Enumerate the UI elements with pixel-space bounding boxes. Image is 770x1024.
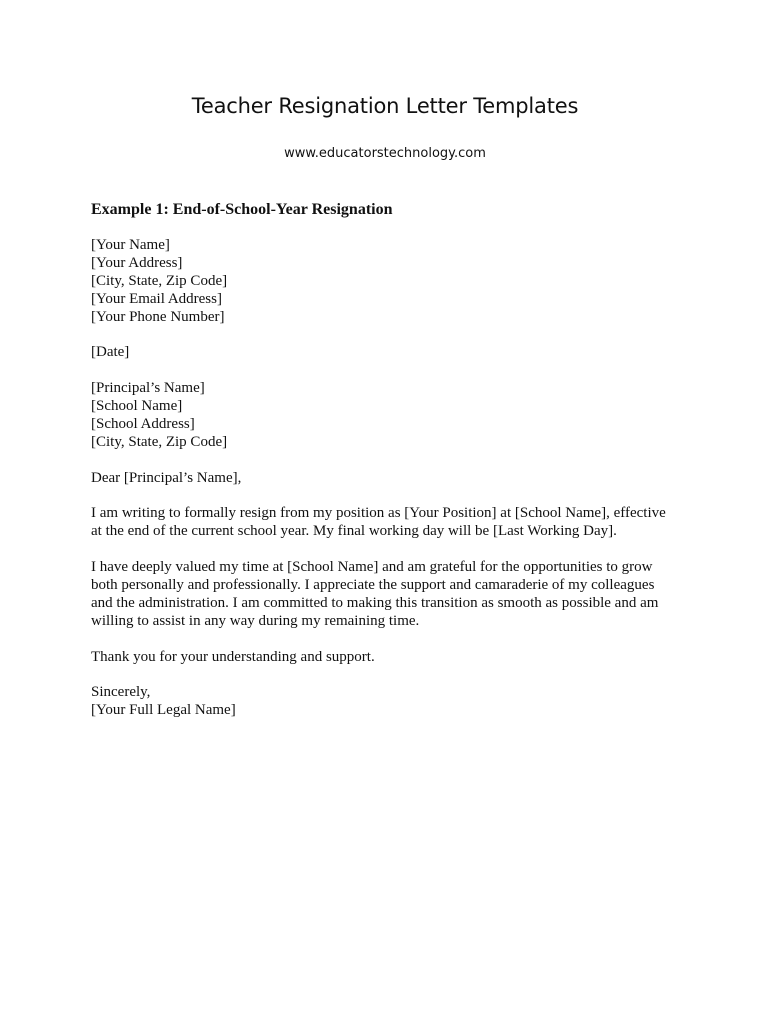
paragraph-line: both personally and professionally. I appreciate the support and camaraderie of my colleagues [91,577,655,594]
paragraph-line: I am writing to formally resign from my position as [Your Position] at [School Name], effective [91,505,666,522]
paragraph-line: and the administration. I am committed to making this transition as smooth as possible and am [91,594,659,611]
recipient-name: [Principal’s Name] [91,380,205,397]
recipient-city-state-zip: [City, State, Zip Code] [91,433,228,450]
body-paragraph-2 [91,559,691,631]
sender-phone: [Your Phone Number] [91,308,225,325]
example-heading: Example 1: End-of-School-Year Resignation [91,201,393,218]
recipient-address-block [91,380,691,452]
signature: [Your Full Legal Name] [91,702,236,719]
letter-template [91,201,691,738]
body-paragraph-3: Thank you for your understanding and support. [91,648,375,665]
paragraph-line: I have deeply valued my time at [School Name] and am grateful for the opportunities to grow [91,559,653,576]
sender-email: [Your Email Address] [91,290,222,307]
source-url: www.educatorstechnology.com [284,146,486,161]
sender-address: [Your Address] [91,254,183,271]
paragraph-line: at the end of the current school year. My final working day will be [Last Working Day]. [91,523,617,540]
body-paragraph-1 [91,505,691,541]
letter-date: [Date] [91,344,130,361]
recipient-school-address: [School Address] [91,415,195,432]
sender-city-state-zip: [City, State, Zip Code] [91,272,228,289]
paragraph-line: willing to assist in any way during my remaining time. [91,612,420,629]
salutation: Dear [Principal’s Name], [91,469,242,486]
document-title: Teacher Resignation Letter Templates [191,94,579,118]
closing-block [91,684,691,720]
recipient-school: [School Name] [91,398,183,415]
closing: Sincerely, [91,684,151,701]
sender-name: [Your Name] [91,236,170,253]
sender-address-block [91,237,691,327]
date-block [91,344,691,362]
